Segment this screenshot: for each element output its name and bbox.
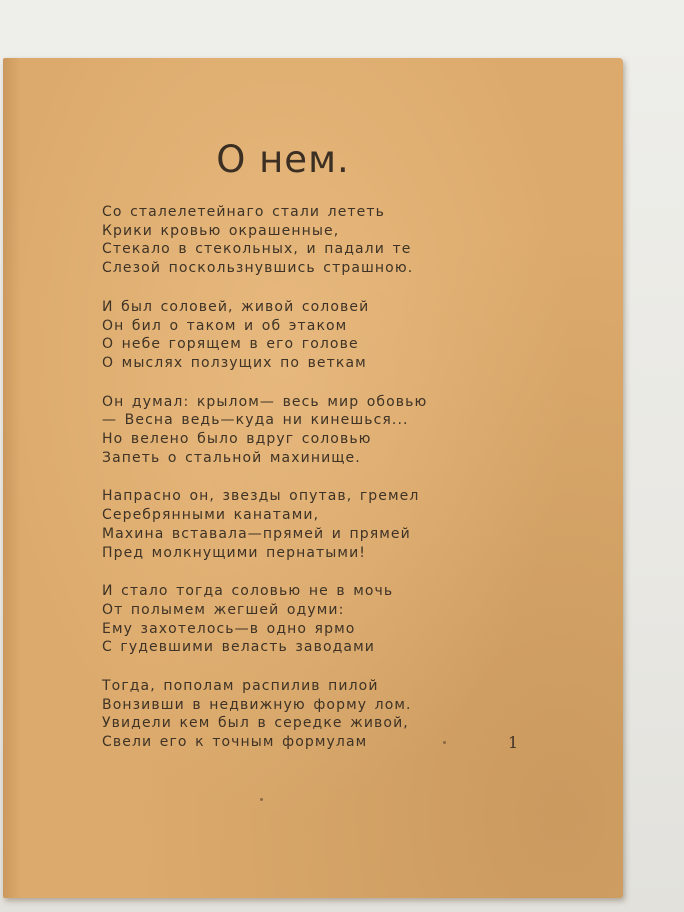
poem-line: Пред молкнущими пернатыми! (102, 544, 366, 561)
poem-line: И был соловей, живой соловей (102, 298, 370, 315)
stanza-3 (102, 393, 522, 468)
poem-line: Со сталелетейнаго стали лететь (102, 204, 385, 220)
paper-speck (260, 798, 263, 801)
poem-line: О мыслях ползущих по веткам (102, 354, 367, 371)
page-number: 1 (508, 733, 519, 752)
poem-line: Серебрянными канатами, (102, 507, 320, 524)
poem-line: Вонзивши в недвижную форму лом. (102, 696, 412, 713)
poem-line: И стало тогда соловью не в мочь (102, 583, 394, 600)
poem-line: От полымем жегшей одуми: (102, 601, 345, 618)
poem-line: Слезой поскользнувшись страшною. (102, 260, 414, 277)
book-page (3, 58, 623, 898)
poem-line: Он бил о таком и об этаком (102, 317, 348, 334)
stanza-6 (102, 677, 522, 752)
poem-line: О небе горящем в его голове (102, 336, 359, 353)
poem-line: Он думал: крылом— весь мир обовью (102, 393, 428, 410)
stanza-2 (102, 298, 522, 373)
stanza-4 (102, 487, 522, 562)
poem-line: Напрасно он, звезды опутав, гремел (102, 488, 420, 505)
poem-line: Но велено было вдруг соловью (102, 431, 372, 448)
poem-body (102, 203, 522, 772)
stanza-1 (102, 203, 522, 278)
poem-line: Ему захотелось—в одно ярмо (102, 620, 356, 637)
poem-line: Тогда, пополам распилив пилой (102, 678, 379, 695)
poem-line: — Весна ведь—куда ни кинешься... (102, 412, 409, 429)
poem-line: Стекало в стекольных, и падали те (102, 241, 412, 258)
poem-line: С гудевшими веласть заводами (102, 639, 375, 656)
poem-line: Крики кровью окрашенные, (102, 222, 340, 239)
poem-title: О нем. (216, 138, 350, 181)
stanza-5 (102, 582, 522, 657)
poem-line: Свели его к точным формулам (102, 734, 368, 751)
poem-line: Увидели кем был в середке живой, (102, 715, 409, 732)
poem-line: Махина вставала—прямей и прямей (102, 525, 411, 542)
poem-line: Запеть о стальной махинище. (102, 449, 361, 466)
paper-speck (443, 741, 446, 744)
